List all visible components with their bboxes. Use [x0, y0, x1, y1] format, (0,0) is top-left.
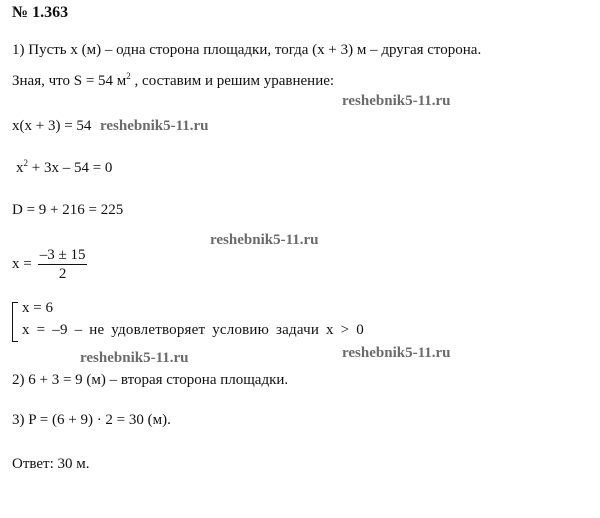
equation-2-sup: 2: [23, 158, 28, 168]
watermark: reshebnik5-11.ru: [100, 118, 209, 134]
given-text: [12, 73, 334, 90]
step-2-text: 2) 6 + 3 = 9 (м) – вторая сторона площадки.: [12, 372, 289, 388]
watermark: reshebnik5-11.ru: [342, 345, 451, 361]
system-line-2: x = –9 – не удовлетворяет условию задачи x > 0: [22, 322, 364, 338]
answer-text: Ответ: 30 м.: [12, 456, 90, 472]
roots-numerator: –3 ± 15: [39, 247, 86, 263]
roots-formula: [12, 246, 87, 283]
roots-denominator: 2: [58, 266, 67, 282]
watermark: reshebnik5-11.ru: [342, 93, 451, 109]
equation-2-pre: x: [16, 160, 24, 176]
equation-1: x(x + 3) = 54: [12, 118, 92, 134]
problem-title: № 1.363: [12, 4, 69, 21]
system-bracket: [12, 302, 18, 342]
watermark: reshebnik5-11.ru: [80, 350, 189, 366]
roots-lhs: x =: [12, 256, 32, 272]
roots-fraction: [38, 246, 88, 283]
system-line-1: x = 6: [22, 300, 53, 316]
equation-2: [16, 160, 112, 177]
given-sup: 2: [126, 71, 131, 81]
step-1-text: 1) Пусть х (м) – одна сторона площадки, тогда (х + 3) м – другая сторона.: [12, 42, 482, 58]
equation-2-post: + 3x – 54 = 0: [28, 160, 113, 176]
watermark: reshebnik5-11.ru: [210, 232, 319, 248]
step-3-text: 3) P = (6 + 9) · 2 = 30 (м).: [12, 412, 171, 428]
given-post: , составим и решим уравнение:: [134, 73, 335, 89]
given-pre: Зная, что S = 54 м: [12, 73, 127, 89]
discriminant: D = 9 + 216 = 225: [12, 202, 124, 218]
